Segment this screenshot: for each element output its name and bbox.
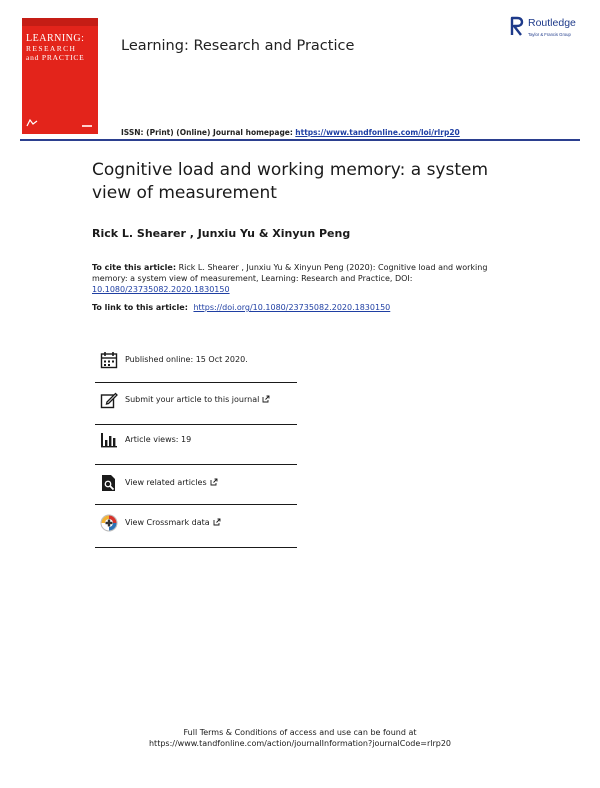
publisher-tagline: Taylor & Francis Group (528, 32, 571, 37)
publisher-name: Routledge (528, 17, 576, 29)
external-link-icon (262, 395, 270, 403)
issn-line (121, 128, 460, 137)
routledge-r-icon (510, 16, 524, 36)
crossmark-icon (100, 514, 118, 532)
cover-corner-mark (82, 124, 92, 129)
doi-link[interactable]: 10.1080/23735082.2020.1830150 (92, 285, 230, 294)
search-document-icon (100, 474, 118, 492)
crossmark-label: View Crossmark data (125, 518, 210, 527)
divider (95, 382, 297, 383)
edit-icon (100, 391, 118, 409)
cover-publisher-mark (26, 119, 38, 129)
issn-label: ISSN: (Print) (Online) Journal homepage: (121, 128, 293, 137)
footer-line-1: Full Terms & Conditions of access and use can be found at (183, 728, 417, 737)
citation-text: Rick L. Shearer , Junxiu Yu & Xinyun Peng (2020): Cognitive load and working memory: a system view of measurement, Learning: Research and Practice, DOI: (92, 263, 488, 283)
journal-homepage-link[interactable]: https://www.tandfonline.com/loi/rlrp20 (295, 128, 460, 137)
external-link-icon (210, 478, 218, 486)
routledge-logo[interactable] (510, 16, 586, 46)
article-doi-url[interactable]: https://doi.org/10.1080/23735082.2020.1830150 (193, 303, 391, 312)
divider (95, 464, 297, 465)
submit-article-label: Submit your article to this journal (125, 395, 260, 404)
journal-title[interactable]: Learning: Research and Practice (121, 38, 355, 54)
journal-cover-image (22, 18, 98, 134)
cover-title-line-1: LEARNING: (26, 33, 85, 44)
published-online-text: Published online: 15 Oct 2020. (125, 355, 248, 364)
link-label: To link to this article: (92, 303, 188, 312)
bar-chart-icon (100, 431, 118, 449)
related-articles-link[interactable] (125, 478, 218, 487)
related-articles-label: View related articles (125, 478, 207, 487)
article-views-text: Article views: 19 (125, 435, 192, 444)
cover-top-strip (22, 18, 98, 26)
external-link-icon (213, 518, 221, 526)
submit-article-link[interactable] (125, 395, 270, 404)
terms-footer (0, 727, 600, 749)
link-to-article (92, 303, 390, 312)
article-authors: Rick L. Shearer , Junxiu Yu & Xinyun Peng (92, 227, 351, 240)
divider (95, 424, 297, 425)
calendar-icon (100, 351, 118, 369)
cite-label: To cite this article: (92, 263, 177, 272)
header-divider (20, 139, 580, 141)
divider (95, 504, 297, 505)
cover-title-line-2: RESEARCH (26, 44, 77, 53)
cover-title-line-3: and PRACTICE (26, 53, 85, 62)
divider (95, 547, 297, 548)
footer-terms-url[interactable]: https://www.tandfonline.com/action/journalInformation?journalCode=rlrp20 (148, 739, 452, 748)
citation-block (92, 262, 492, 295)
crossmark-link[interactable] (125, 518, 221, 527)
article-title: Cognitive load and working memory: a system view of measurement (92, 160, 489, 203)
